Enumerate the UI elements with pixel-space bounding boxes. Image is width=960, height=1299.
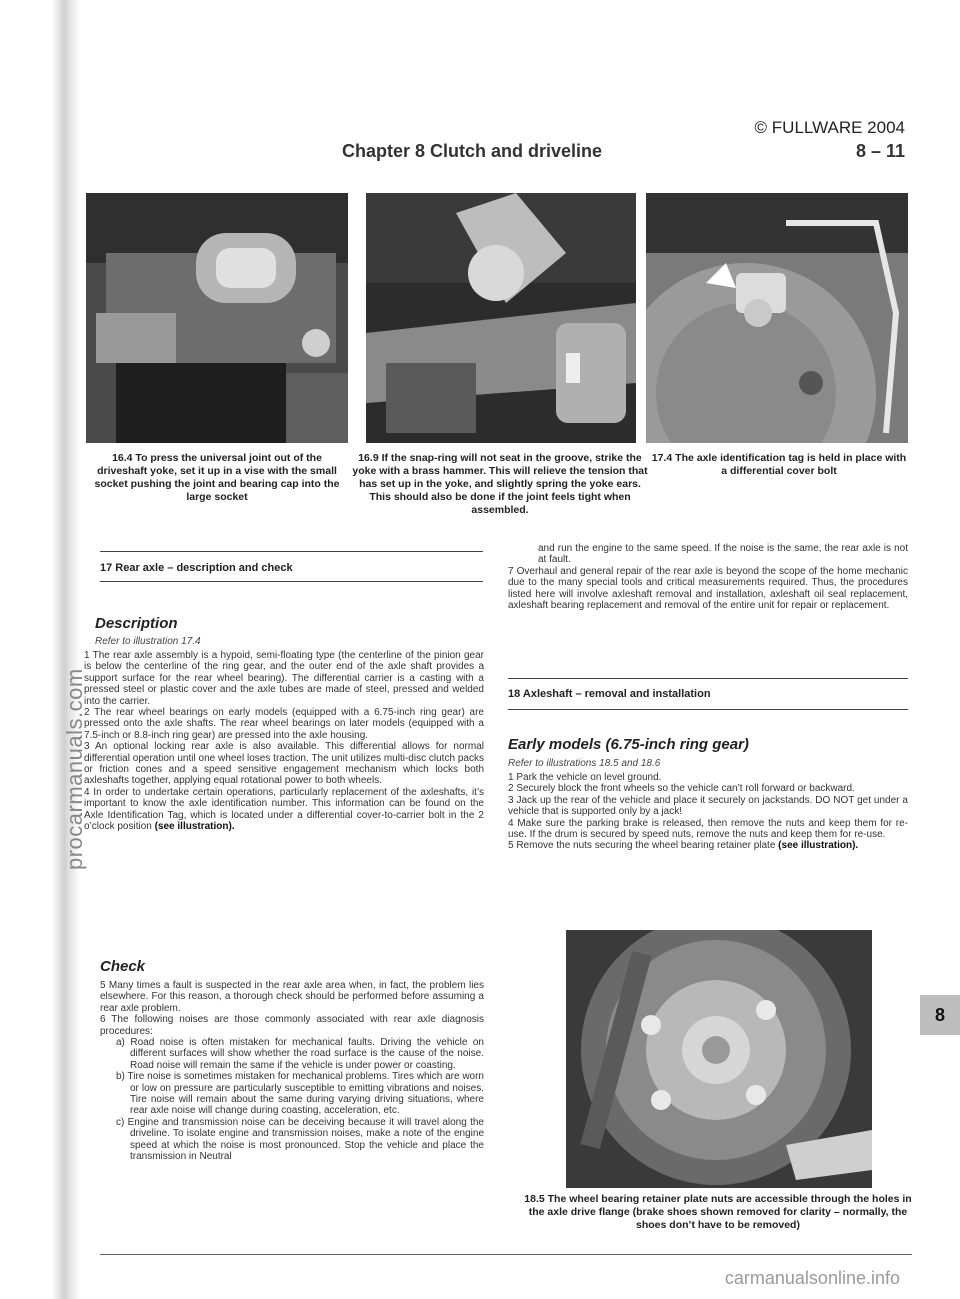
illustration-ref: (see illustration). <box>154 821 235 833</box>
brass-hammer-photo <box>366 193 636 443</box>
continued-paragraph: and run the engine to the same speed. If the noise is the same, the rear axle is not at fault. <box>538 543 908 566</box>
step-2: 2 Securely block the front wheels so the vehicle can’t roll forward or backward. <box>508 783 855 795</box>
step-3: 3 Jack up the rear of the vehicle and place it securely on jackstands. DO NOT get under a vehicle that is supported only by a jack! <box>508 794 908 818</box>
copyright-notice: © FULLWARE 2004 <box>754 118 905 137</box>
section-rule-bottom <box>100 581 483 582</box>
bottom-watermark: carmanualsonline.info <box>724 1268 900 1288</box>
paragraph-7: 7 Overhaul and general repair of the rear axle is beyond the scope of the home mechanic due to the many special tools and critical measurements required. Thus, the procedures listed here will involve axleshaft removal and installation, axleshaft oil seal replacement, axleshaft bearing replacement and removal of the entire unit for repair or replacement. <box>508 565 908 612</box>
section-17-heading: 17 Rear axle – description and check <box>100 562 293 574</box>
universal-joint-photo <box>86 193 348 443</box>
section-18-rule-top <box>508 678 908 679</box>
paragraph-2: 2 The rear wheel bearings on early models (equipped with a 6.75-inch ring gear) are pressed onto the axle shafts. The rear wheel bearings on later models (equipped with a 7.5-inch or 8.8-inch ring gear) are pressed into the axle housing. <box>84 707 484 741</box>
figure-caption-16-9: 16.9 If the snap-ring will not seat in the groove, strike the yoke with a brass hammer. This will relieve the tension that has set up in the yoke, and slightly spring the yoke ears. This should also be done if the joint feels tight when assembled. <box>352 452 648 516</box>
section-18-rule-bottom <box>508 709 908 710</box>
wheel-bearing-photo <box>566 930 872 1188</box>
chapter-title: Chapter 8 Clutch and driveline <box>342 141 603 161</box>
paragraph-4: 4 In order to undertake certain operations, particularly replacement of the axleshafts, it’s important to know the axle identification number. This information can be found on the Axle Identification Tag, which is located under a differential cover-to-carrier bolt in the 2 o’clock position (see illustration). <box>84 786 484 833</box>
side-watermark: procarmanuals.com <box>62 668 87 870</box>
step-4: 4 Make sure the parking brake is released, then remove the nuts and keep them for re-use. If the drum is secured by speed nuts, remove the nuts and keep them for re-use. <box>508 817 908 841</box>
paragraph-3: 3 An optional locking rear axle is also available. This differential allows for normal differential operation until one wheel loses traction. The unit utilizes multi-disc clutch packs or friction cones and a speed sensitive engagement mechanism which locks both axleshafts together, applying equal rotational power to both wheels. <box>84 741 484 787</box>
section-rule-top <box>100 551 483 552</box>
section-17-continued <box>508 543 908 611</box>
step-5: 5 Remove the nuts securing the wheel bearing retainer plate (see illustration). <box>508 840 859 852</box>
list-item-c: c) Engine and transmission noise can be deceiving because it will travel along the driveline. To isolate engine and transmission noises, make a note of the engine speed at which the noise is most pronounced. Stop the vehicle and place the transmission in Neutral <box>116 1116 484 1163</box>
figure-caption-17-4: 17.4 The axle identification tag is held in place with a differential cover bolt <box>651 452 907 477</box>
figure-caption-18-5: 18.5 The wheel bearing retainer plate nuts are accessible through the holes in the axle drive flange (brake shoes shown removed for clarity – normally, the shoes don’t have to be removed) <box>524 1193 912 1231</box>
page-number: 8 – 11 <box>855 141 905 161</box>
paragraph-5: 5 Many times a fault is suspected in the rear axle area when, in fact, the problem lies elsewhere. For this reason, a thorough check should be performed before assuming a rear axle problem. <box>100 980 484 1014</box>
bottom-rule <box>100 1254 912 1255</box>
chapter-tab: 8 <box>920 995 960 1035</box>
early-models-subheading: Early models (6.75-inch ring gear) <box>508 736 749 753</box>
page-binding-shadow <box>0 0 80 1299</box>
section-18-refer: Refer to illustrations 18.5 and 18.6 <box>508 758 661 769</box>
description-subheading: Description <box>95 615 178 632</box>
axle-tag-photo <box>646 193 908 443</box>
figure-caption-16-4: 16.4 To press the universal joint out of the driveshaft yoke, set it up in a vise with the small socket pushing the joint and bearing cap into the large socket <box>94 452 340 503</box>
check-body <box>100 980 484 1163</box>
illustration-ref-18-5: (see illustration). <box>778 840 859 852</box>
check-subheading: Check <box>100 958 146 975</box>
section-18-heading: 18 Axleshaft – removal and installation <box>508 688 711 700</box>
description-refer: Refer to illustration 17.4 <box>95 636 201 647</box>
description-body <box>84 650 484 833</box>
step-1: 1 Park the vehicle on level ground. <box>508 772 662 783</box>
list-item-a: a) Road noise is often mistaken for mechanical faults. Driving the vehicle on different surfaces will show whether the road surface is the cause of the noise. Road noise will remain the same if the vehicle is under power or coasting. <box>116 1037 484 1071</box>
paragraph-6: 6 The following noises are those commonly associated with rear axle diagnosis procedures: <box>100 1014 484 1037</box>
section-18-body <box>508 772 908 852</box>
list-item-b: b) Tire noise is sometimes mistaken for mechanical problems. Tires which are worn or low on pressure are particularly susceptible to emitting vibrations and noises. Tire noise will remain about the same during varying driving situations, where rear axle noise will change during coasting, acceleration, etc. <box>116 1071 484 1117</box>
paragraph-1: 1 The rear axle assembly is a hypoid, semi-floating type (the centerline of the pinion gear is below the centerline of the ring gear, and the outer end of the axle shaft provides a support surface for the rear wheel bearing). The differential carrier is a casting with a pressed steel or plastic cover and the axle tubes are made of steel, pressed and welded into the carrier. <box>84 650 484 707</box>
